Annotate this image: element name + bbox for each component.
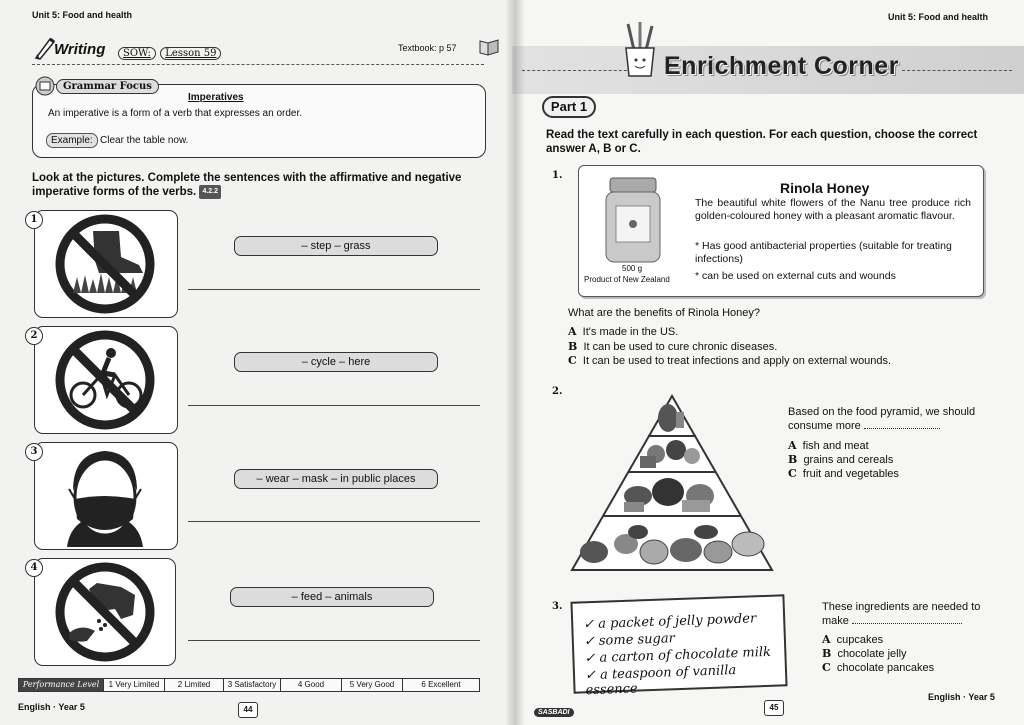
- part-1-label: Part 1: [542, 96, 596, 118]
- example-label: Example:: [46, 133, 98, 148]
- perf-level-1[interactable]: 1 Very Limited: [104, 679, 165, 691]
- enrichment-title: Enrichment Corner: [664, 52, 899, 80]
- q3-option-c-letter: C: [822, 661, 831, 674]
- page-number-left: 44: [238, 702, 258, 718]
- footer-left: English · Year 5: [18, 702, 85, 712]
- grammar-heading: Imperatives: [188, 92, 244, 103]
- writing-title: Writing: [54, 41, 106, 58]
- exercise-1-answer-line[interactable]: [188, 289, 480, 290]
- q2-question: [788, 405, 998, 433]
- right-instruction: Read the text carefully in each question. For each question, choose the correct answer A, B or C.: [546, 129, 978, 155]
- publisher-logo: SASBADI: [534, 708, 574, 717]
- exercise-3-answer-line[interactable]: [188, 521, 480, 522]
- q1-option-c-text: It can be used to treat infections and apply on external wounds.: [582, 355, 892, 367]
- q1-number: 1.: [552, 170, 563, 181]
- exercise-4-prompt: – feed – animals: [230, 587, 434, 607]
- exercise-4-picture: [34, 558, 176, 666]
- food-pyramid-image: [568, 392, 776, 574]
- lesson-tags: [118, 43, 221, 61]
- no-feeding-animals-icon: [35, 559, 175, 665]
- q1-option-b[interactable]: [568, 340, 777, 353]
- exercise-2-prompt: – cycle – here: [234, 352, 438, 372]
- q3-question-text: These ingredients are needed to make: [822, 601, 981, 627]
- q2-number: 2.: [552, 386, 563, 397]
- ingredient-4-text: a teaspoon of vanilla essence: [585, 663, 737, 699]
- right-page: [512, 0, 1024, 725]
- perf-level-3[interactable]: 3 Satisfactory: [224, 679, 281, 691]
- page-gutter: [505, 0, 525, 725]
- q2-option-a[interactable]: [788, 439, 869, 452]
- lesson-tag: Lesson 59: [160, 47, 221, 60]
- performance-label: Performance Level: [19, 679, 104, 691]
- q2-option-a-letter: A: [788, 439, 797, 452]
- q3-option-b[interactable]: [822, 647, 907, 660]
- book-icon: [478, 38, 500, 56]
- q3-option-c[interactable]: [822, 661, 934, 674]
- q2-option-c-text: fruit and vegetables: [802, 468, 899, 480]
- honey-bullet-1-text: Has good antibacterial properties (suitable for treating infections): [695, 240, 952, 265]
- unit-header-left: Unit 5: Food and health: [32, 10, 132, 20]
- q2-option-c-letter: C: [788, 467, 797, 480]
- q2-question-text: Based on the food pyramid, we should consume more: [788, 406, 976, 432]
- exercise-4-number: 4: [25, 559, 43, 577]
- exercise-1-prompt: – step – grass: [234, 236, 438, 256]
- q3-option-a[interactable]: [822, 633, 883, 646]
- honey-bullet-2-text: can be used on external cuts and wounds: [702, 270, 896, 282]
- sow-tag: SOW:: [118, 47, 156, 60]
- perf-level-5[interactable]: 5 Very Good: [342, 679, 403, 691]
- exercise-2-picture: [34, 326, 178, 434]
- honey-title: Rinola Honey: [780, 180, 870, 196]
- exercise-1-picture: [34, 210, 178, 318]
- exercise-3-picture: [34, 442, 178, 550]
- q2-option-a-text: fish and meat: [802, 440, 869, 452]
- q3-option-a-text: cupcakes: [836, 634, 884, 646]
- honey-bullet-2: * can be used on external cuts and wounds: [695, 270, 896, 282]
- grammar-book-icon: [35, 76, 55, 96]
- q1-option-a-letter: A: [568, 325, 577, 338]
- exercise-1-number: 1: [25, 211, 43, 229]
- header-divider: [32, 64, 484, 65]
- grammar-focus-box: [32, 84, 486, 158]
- honey-description: The beautiful white flowers of the Nanu tree produce rich golden-coloured honey with a pleasant aromatic flavour.: [695, 197, 971, 222]
- page-number-right: 45: [764, 700, 784, 716]
- q2-option-b[interactable]: [788, 453, 893, 466]
- q2-answer-blank[interactable]: [864, 428, 940, 429]
- q3-number: 3.: [552, 601, 563, 612]
- example-text: Clear the table now.: [100, 135, 189, 146]
- ingredient-4: ✓ a teaspoon of vanilla essence: [584, 663, 737, 699]
- exercise-4-answer-line[interactable]: [188, 640, 480, 641]
- q3-option-c-text: chocolate pancakes: [836, 662, 935, 674]
- ingredient-1-text: a packet of jelly powder: [598, 611, 757, 632]
- q2-option-b-text: grains and cereals: [803, 454, 894, 466]
- banner-dash-left: [522, 70, 632, 71]
- exercise-3-prompt: – wear – mask – in public places: [234, 469, 438, 489]
- ingredient-2: ✓ some sugar: [583, 631, 676, 650]
- perf-level-2[interactable]: 2 Limited: [165, 679, 224, 691]
- q1-option-a[interactable]: [568, 325, 678, 338]
- exercise-2-answer-line[interactable]: [188, 405, 480, 406]
- ingredient-1: ✓ a packet of jelly powder: [583, 611, 757, 633]
- q3-answer-blank[interactable]: [852, 623, 962, 624]
- perf-level-6[interactable]: 6 Excellent: [403, 679, 479, 691]
- perf-level-4[interactable]: 4 Good: [281, 679, 342, 691]
- grammar-definition: An imperative is a form of a verb that expresses an order.: [48, 108, 303, 119]
- honey-jar-icon: [604, 176, 662, 264]
- q1-option-b-letter: B: [568, 340, 578, 353]
- q1-question: What are the benefits of Rinola Honey?: [568, 307, 761, 319]
- grammar-focus-tab: Grammar Focus: [56, 79, 159, 94]
- ingredient-2-text: some sugar: [598, 631, 676, 649]
- performance-level-bar: [18, 678, 480, 692]
- pencil-cup-icon: [620, 20, 660, 78]
- ingredient-3-text: a carton of chocolate milk: [599, 644, 772, 666]
- q3-option-a-letter: A: [822, 633, 831, 646]
- footer-right: English · Year 5: [928, 692, 995, 702]
- exercise-2-number: 2: [25, 327, 43, 345]
- jar-weight: 500 g: [622, 264, 643, 273]
- q3-option-b-text: chocolate jelly: [837, 648, 907, 660]
- textbook-ref: Textbook: p 57: [398, 43, 457, 53]
- no-cycling-icon: [35, 327, 177, 433]
- q1-option-c[interactable]: [568, 354, 891, 367]
- pencil-icon: [32, 36, 56, 62]
- standard-code: 4.2.2: [199, 185, 221, 199]
- q1-option-a-text: It's made in the US.: [582, 326, 679, 338]
- left-instruction: [32, 171, 490, 199]
- left-instruction-text: Look at the pictures. Complete the sentences with the affirmative and negative imperative forms of the verbs.: [32, 172, 462, 199]
- q1-option-c-letter: C: [568, 354, 577, 367]
- q1-option-b-text: It can be used to cure chronic diseases.: [583, 341, 778, 353]
- q3-option-b-letter: B: [822, 647, 832, 660]
- honey-bullet-1: * Has good antibacterial properties (suitable for treating infections): [695, 240, 952, 265]
- ingredient-3: ✓ a carton of chocolate milk: [584, 644, 772, 667]
- food-pyramid-icon: [568, 392, 776, 574]
- unit-header-right: Unit 5: Food and health: [888, 12, 988, 22]
- q3-question: [822, 600, 1000, 628]
- face-mask-icon: [35, 443, 177, 549]
- q2-option-c[interactable]: [788, 467, 899, 480]
- no-stepping-on-grass-icon: [35, 211, 177, 317]
- banner-dash-right: [902, 70, 1012, 71]
- exercise-3-number: 3: [25, 443, 43, 461]
- q2-option-b-letter: B: [788, 453, 798, 466]
- ingredients-box: [570, 594, 787, 699]
- jar-origin: Product of New Zealand: [584, 275, 670, 284]
